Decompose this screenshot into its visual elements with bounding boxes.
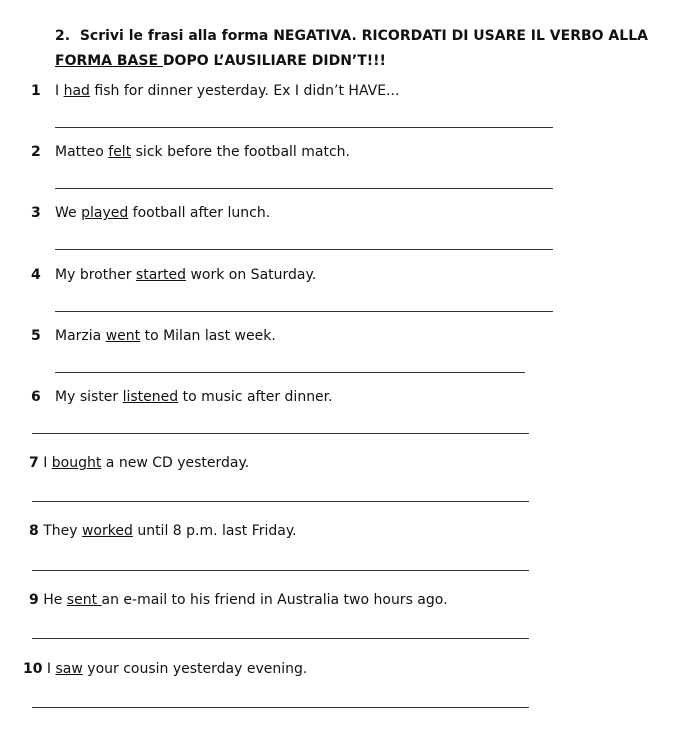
sentence-item [29, 522, 297, 540]
exercise-number: 2. [55, 28, 71, 44]
item-number: 5 [31, 328, 41, 344]
underlined-verb: started [135, 267, 187, 283]
instructions-text-a: Scrivi le frasi alla forma NEGATIVA. RICORDATI DI USARE IL VERBO ALLA [79, 28, 648, 44]
sentence-end: sick before the football match. [131, 144, 350, 160]
underlined-verb: worked [81, 523, 133, 539]
item-number: 6 [31, 389, 41, 405]
underlined-verb: bought [51, 455, 102, 471]
item-number: 4 [31, 267, 41, 283]
answer-line[interactable] [55, 127, 553, 128]
answer-line[interactable] [55, 372, 525, 373]
sentence-start: I [55, 83, 64, 99]
item-number: 1 [31, 83, 41, 99]
sentence-start: They [38, 523, 82, 539]
answer-line[interactable] [32, 433, 529, 434]
sentence-end: work on Saturday. [186, 267, 317, 283]
item-number: 8 [29, 523, 39, 539]
sentence-item [31, 82, 399, 100]
instructions-text-c: DOPO L’AUSILIARE DIDN’T!!! [162, 53, 386, 69]
underlined-verb: sent [66, 592, 102, 608]
item-number: 9 [29, 592, 39, 608]
sentence-end: an e-mail to his friend in Australia two hours ago. [101, 592, 448, 608]
underlined-verb: played [81, 205, 129, 221]
item-number: 2 [31, 144, 41, 160]
item-number: 3 [31, 205, 41, 221]
answer-line[interactable] [55, 311, 553, 312]
sentence-item [29, 454, 249, 472]
sentence-end: a new CD yesterday. [101, 455, 250, 471]
item-number: 7 [29, 455, 39, 471]
sentence-start: I [42, 661, 56, 677]
answer-line[interactable] [32, 638, 529, 639]
underlined-verb: listened [122, 389, 179, 405]
sentence-item [31, 388, 333, 406]
sentence-end: until 8 p.m. last Friday. [132, 523, 297, 539]
item-number: 10 [23, 661, 43, 677]
answer-line[interactable] [55, 249, 553, 250]
underlined-verb: had [63, 83, 90, 99]
sentence-start: Matteo [55, 144, 109, 160]
answer-line[interactable] [55, 188, 553, 189]
sentence-item [31, 327, 276, 345]
underlined-verb: felt [108, 144, 132, 160]
underlined-verb: saw [55, 661, 83, 677]
sentence-start: Marzia [55, 328, 106, 344]
sentence-end: football after lunch. [128, 205, 271, 221]
sentence-end: to music after dinner. [178, 389, 333, 405]
underlined-verb: went [105, 328, 141, 344]
sentence-end: fish for dinner yesterday. Ex I didn’t HAVE... [89, 83, 400, 99]
sentence-item [23, 660, 307, 678]
sentence-item [31, 204, 270, 222]
answer-line[interactable] [32, 570, 529, 571]
answer-line[interactable] [32, 501, 529, 502]
sentence-item [29, 591, 448, 609]
instructions-text-b: FORMA BASE [55, 53, 163, 69]
sentence-item [31, 143, 350, 161]
answer-line[interactable] [32, 707, 529, 708]
sentence-start: I [38, 455, 52, 471]
sentence-start: We [55, 205, 82, 221]
sentence-start: He [38, 592, 67, 608]
sentence-start: My sister [55, 389, 123, 405]
sentence-item [31, 266, 316, 284]
exercise-instructions [55, 24, 695, 74]
sentence-end: your cousin yesterday evening. [82, 661, 308, 677]
sentence-end: to Milan last week. [140, 328, 276, 344]
sentence-start: My brother [55, 267, 136, 283]
